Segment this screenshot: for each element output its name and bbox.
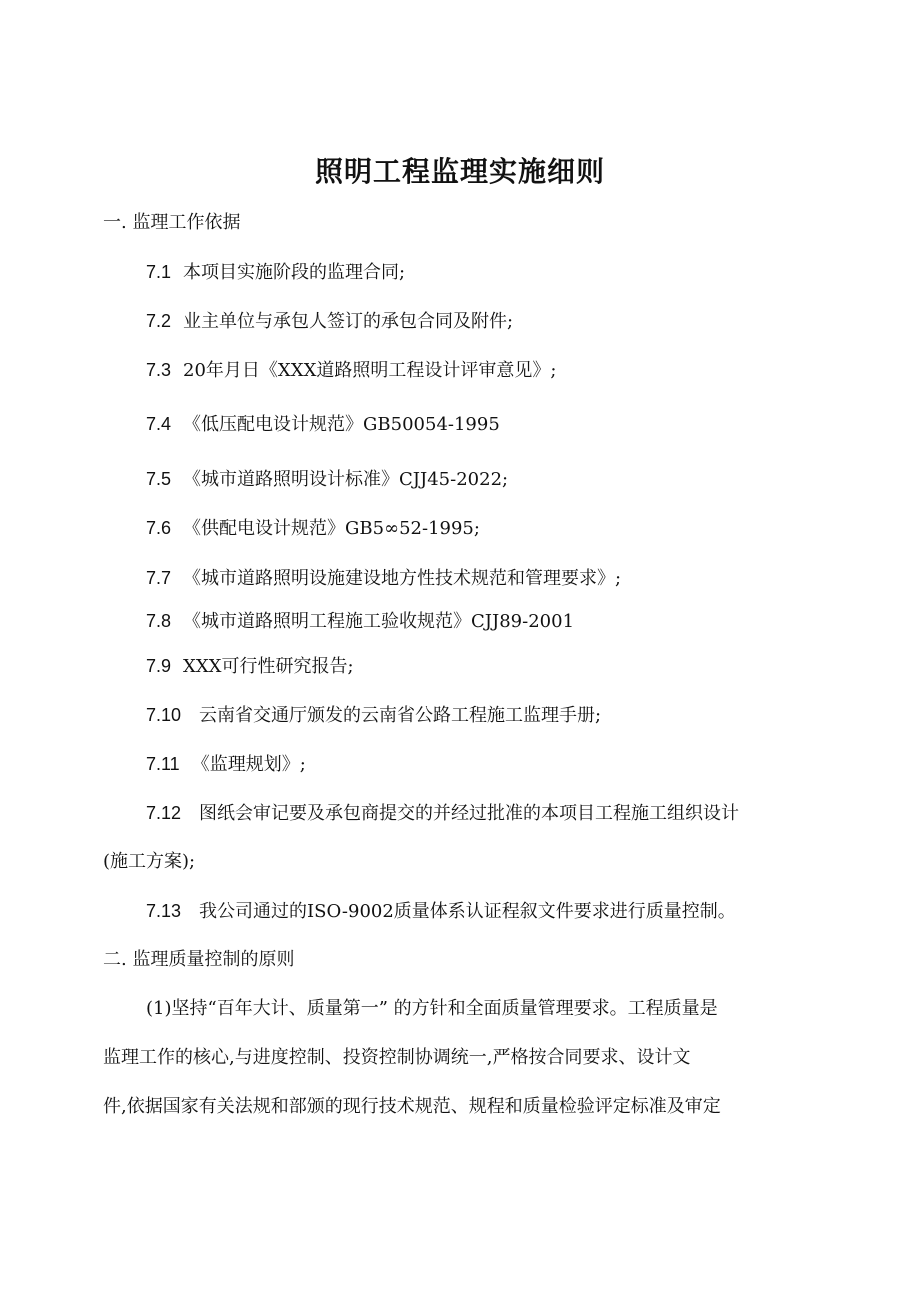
- item-number: 7.1: [146, 262, 172, 282]
- item-number: 7.10: [146, 705, 182, 725]
- item-text: 云南省交通厅颁发的云南省公路工程施工监理手册;: [199, 705, 602, 726]
- item-text: 《城市道路照明工程施工验收规范》CJJ89-2001: [183, 611, 575, 632]
- item-text: 业主单位与承包人签订的承包合同及附件;: [183, 311, 514, 332]
- item-number: 7.3: [146, 360, 172, 380]
- list-item: [146, 897, 736, 926]
- paragraph-line: (1)坚持“百年大计、质量第一” 的方针和全面质量管理要求。工程质量是: [146, 998, 718, 1019]
- list-item: [146, 564, 621, 593]
- list-item: [146, 799, 739, 828]
- item-number: 7.11: [146, 754, 180, 774]
- item-number: 7.9: [146, 656, 172, 676]
- list-item: [146, 465, 508, 494]
- item-text: 《城市道路照明设施建设地方性技术规范和管理要求》;: [183, 568, 622, 589]
- paragraph-line: 件,依据国家有关法规和部颁的现行技术规范、规程和质量检验评定标准及审定: [103, 1096, 721, 1117]
- item-number: 7.4: [146, 414, 172, 434]
- item-text: 《城市道路照明设计标准》CJJ45-2022;: [183, 469, 509, 490]
- section-heading-basis: 一. 监理工作依据: [103, 212, 241, 233]
- section-heading-principles: 二. 监理质量控制的原则: [103, 949, 295, 970]
- item-text: 《低压配电设计规范》GB50054-1995: [183, 414, 500, 435]
- list-item: [146, 514, 480, 543]
- item-text: XXX可行性研究报告;: [183, 656, 354, 677]
- item-number: 7.13: [146, 901, 182, 921]
- item-number: 7.5: [146, 469, 172, 489]
- list-item: [146, 258, 405, 287]
- item-number: 7.6: [146, 518, 172, 538]
- list-item: [146, 607, 574, 636]
- item-number: 7.12: [146, 803, 182, 823]
- list-item: [146, 356, 556, 385]
- item-text: 《监理规划》;: [191, 754, 306, 775]
- paragraph-line: 监理工作的核心,与进度控制、投资控制协调统一,严格按合同要求、设计文: [103, 1047, 691, 1068]
- list-item: [146, 410, 500, 439]
- item-text: 图纸会审记要及承包商提交的并经过批准的本项目工程施工组织设计: [199, 803, 740, 824]
- item-number: 7.2: [146, 311, 172, 331]
- item-number: 7.8: [146, 611, 172, 631]
- list-item: [146, 750, 306, 779]
- item-number: 7.7: [146, 568, 172, 588]
- list-item: [146, 307, 513, 336]
- list-item: [146, 701, 601, 730]
- item-text: 20年月日《XXX道路照明工程设计评审意见》;: [183, 360, 557, 381]
- document-title: 照明工程监理实施细则: [314, 155, 605, 188]
- item-text: 我公司通过的ISO-9002质量体系认证程叙文件要求进行质量控制。: [199, 901, 736, 922]
- list-item: [146, 652, 354, 681]
- item-text: 本项目实施阶段的监理合同;: [183, 262, 406, 283]
- list-item-continuation: (施工方案);: [103, 851, 196, 872]
- item-text: 《供配电设计规范》GB5∞52-1995;: [183, 518, 480, 539]
